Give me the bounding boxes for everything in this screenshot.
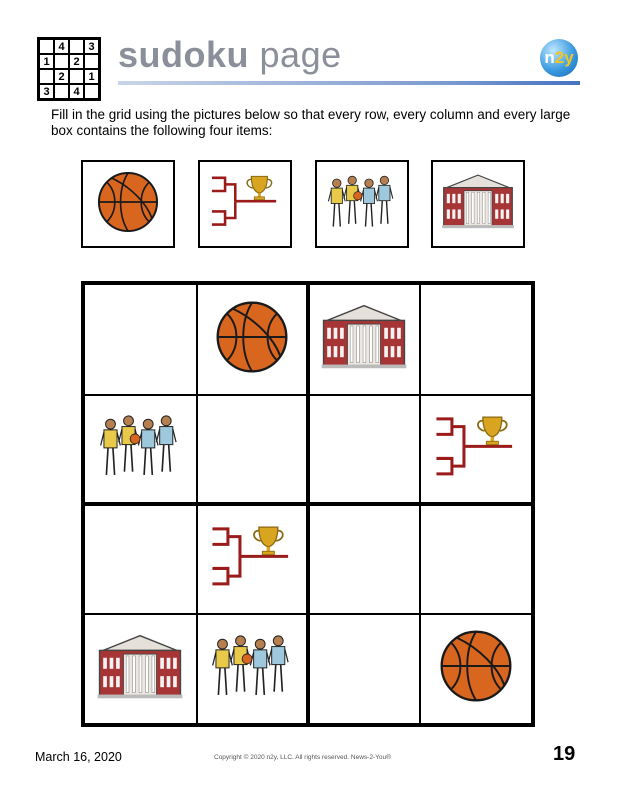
footer-date: March 16, 2020	[35, 750, 122, 764]
tournament-bracket-trophy-icon	[433, 412, 519, 486]
grid-cell[interactable]	[197, 395, 309, 505]
page-title: sudoku page	[118, 34, 342, 75]
grid-cell[interactable]	[420, 285, 532, 395]
basketball-icon	[437, 627, 515, 710]
mini-grid-cell: 1	[39, 54, 54, 69]
key-item	[315, 160, 409, 248]
grid-cell[interactable]	[197, 504, 309, 614]
mini-grid-cell: 2	[69, 54, 84, 69]
n2y-logo: n 2y	[540, 39, 578, 77]
basketball-team-icon	[327, 172, 397, 237]
mini-grid-cell	[39, 39, 54, 54]
mini-grid-cell: 3	[84, 39, 99, 54]
mini-grid-cell	[54, 84, 69, 99]
mini-grid-cell: 2	[54, 69, 69, 84]
building-icon	[318, 302, 410, 376]
grid-cell[interactable]	[308, 614, 420, 724]
grid-cell[interactable]	[85, 395, 197, 505]
tournament-bracket-trophy-icon	[209, 172, 282, 235]
building-icon	[439, 172, 517, 236]
mini-grid-cell: 3	[39, 84, 54, 99]
mini-grid-cell	[69, 39, 84, 54]
mini-grid-cell	[39, 69, 54, 84]
basketball-icon	[213, 298, 291, 381]
grid-cell[interactable]	[308, 395, 420, 505]
mini-grid-cell: 4	[54, 39, 69, 54]
grid-cell[interactable]	[420, 614, 532, 724]
tournament-bracket-trophy-icon	[209, 522, 295, 596]
title-underline	[118, 81, 580, 85]
grid-cell[interactable]	[85, 614, 197, 724]
mini-grid-cell	[69, 69, 84, 84]
key-item	[81, 160, 175, 248]
grid-cell[interactable]	[420, 504, 532, 614]
grid-cell[interactable]	[197, 614, 309, 724]
grid-cell[interactable]	[197, 285, 309, 395]
grid-cell[interactable]	[308, 504, 420, 614]
basketball-icon	[95, 169, 161, 240]
grid-cell[interactable]	[308, 285, 420, 395]
key-item	[198, 160, 292, 248]
footer-copyright: Copyright © 2020 n2y, LLC. All rights reserved. News-2-You®	[214, 754, 391, 761]
building-icon	[94, 632, 186, 706]
grid-cell[interactable]	[85, 285, 197, 395]
mini-grid-cell: 1	[84, 69, 99, 84]
grid-cell[interactable]	[85, 504, 197, 614]
basketball-team-icon	[211, 631, 293, 706]
instructions: Fill in the grid using the pictures below so that every row, every column and every large box contains the following four items:	[51, 107, 571, 138]
grid-cell[interactable]	[420, 395, 532, 505]
key-item	[431, 160, 525, 248]
page-number: 19	[553, 743, 576, 765]
mini-grid-cell	[84, 54, 99, 69]
mini-grid-cell: 4	[69, 84, 84, 99]
basketball-team-icon	[99, 411, 181, 486]
mini-grid-cell	[54, 54, 69, 69]
mini-sudoku-logo	[37, 37, 101, 101]
mini-grid-cell	[84, 84, 99, 99]
sudoku-grid	[81, 281, 535, 727]
